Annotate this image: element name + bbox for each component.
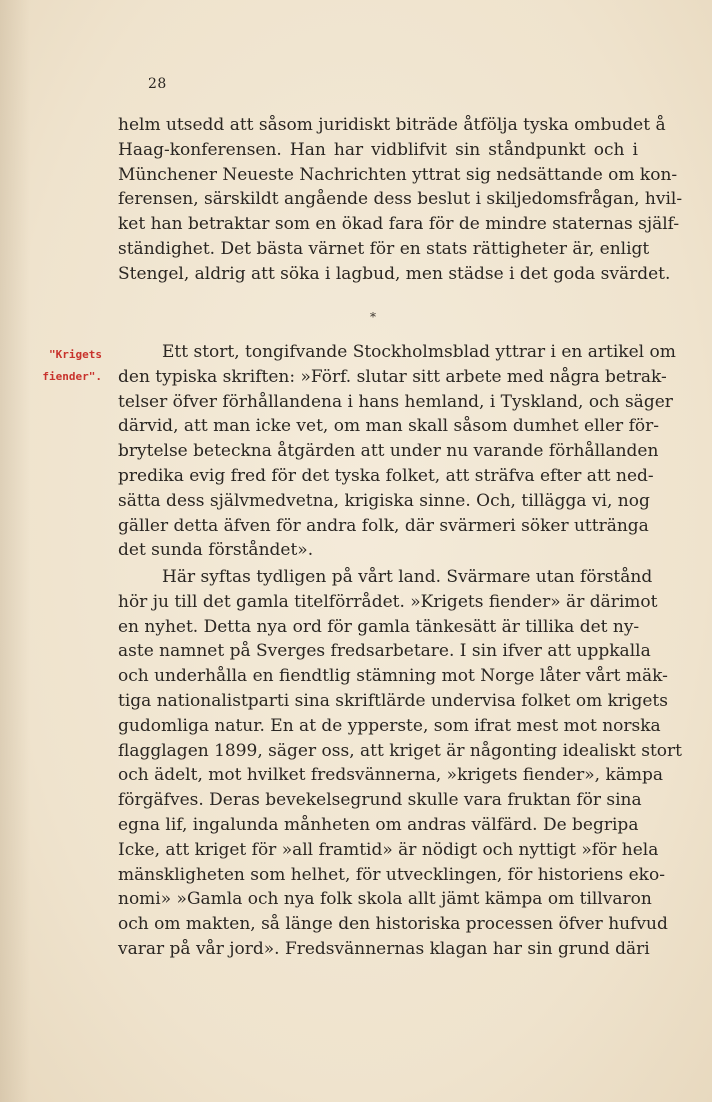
page-number: 28 xyxy=(148,76,167,92)
text-line: nomi» »Gamla och nya folk skola allt jämt kämpa om tillvaron xyxy=(118,889,652,910)
paragraph-1 xyxy=(118,113,683,287)
text-line: Haag-konferensen. Han har vidblifvit sin ståndpunkt och i xyxy=(118,139,638,160)
paragraph-2 xyxy=(118,340,676,563)
text-line: och underhålla en fiendtlig stämning mot Norge låter vårt mäk- xyxy=(118,666,668,687)
text-line: ket han betraktar som en ökad fara för de mindre staternas själf- xyxy=(118,214,680,235)
page-fold-shadow xyxy=(0,0,30,1102)
margin-note xyxy=(30,344,102,388)
text-line: ferensen, särskildt angående dess beslut i skiljedomsfrågan, hvil- xyxy=(118,189,683,210)
text-line: Ett stort, tongifvande Stockholmsblad yttrar i en artikel om xyxy=(162,342,676,362)
text-line: mänskligheten som helhet, för utvecklingen, för historiens eko- xyxy=(118,864,665,885)
text-line: hör ju till det gamla titelförrådet. »Krigets fiender» är därimot xyxy=(118,591,658,612)
text-line: ständighet. Det bästa värnet för en stats rättigheter är, enligt xyxy=(118,238,650,259)
section-separator: * xyxy=(370,310,376,324)
margin-note-line: "Krigets xyxy=(49,348,102,361)
text-line: varar på vår jord». Fredsvännernas klagan har sin grund däri xyxy=(118,938,650,959)
text-line: den typiska skriften: »Förf. slutar sitt arbete med några betrak- xyxy=(118,366,667,387)
text-line: flagglagen 1899, säger oss, att kriget är någonting idealiskt stort xyxy=(118,740,682,761)
text-line: och om makten, så länge den historiska processen öfver hufvud xyxy=(118,914,668,935)
text-line: brytelse beteckna åtgärden att under nu varande förhållanden xyxy=(118,441,659,462)
text-line: aste namnet på Sverges fredsarbetare. I sin ifver att uppkalla xyxy=(118,641,651,662)
text-line: Münchener Neueste Nachrichten yttrat sig nedsättande om kon- xyxy=(118,164,678,185)
text-line: predika evig fred för det tyska folket, att sträfva efter att ned- xyxy=(118,465,654,486)
text-line: gäller detta äfven för andra folk, där svärmeri söker uttränga xyxy=(118,515,649,536)
text-line: en nyhet. Detta nya ord för gamla tänkesätt är tillika det ny- xyxy=(118,616,640,637)
margin-note-line: fiender". xyxy=(42,370,102,383)
paragraph-3 xyxy=(118,565,682,962)
text-line: gudomliga natur. En at de ypperste, som ifrat mest mot norska xyxy=(118,715,661,736)
text-line: Stengel, aldrig att söka i lagbud, men städse i det goda svärdet. xyxy=(118,263,671,284)
text-line: telser öfver förhållandena i hans hemland, i Tyskland, och säger xyxy=(118,391,673,412)
text-line: det sunda förståndet». xyxy=(118,540,314,561)
text-line: Icke, att kriget för »all framtid» är nödigt och nyttigt »för hela xyxy=(118,839,659,860)
text-line: och ädelt, mot hvilket fredsvännerna, »krigets fiender», kämpa xyxy=(118,765,664,786)
text-line: därvid, att man icke vet, om man skall såsom dumhet eller för- xyxy=(118,416,659,437)
text-line: tiga nationalistparti sina skriftlärde undervisa folket om krigets xyxy=(118,690,668,711)
text-line: Här syftas tydligen på vårt land. Svärmare utan förstånd xyxy=(162,567,653,587)
text-line: egna lif, ingalunda månheten om andras välfärd. De begripa xyxy=(118,814,639,835)
text-line: förgäfves. Deras bevekelsegrund skulle vara fruktan för sina xyxy=(118,790,642,811)
text-line: sätta dess självmedvetna, krigiska sinne. Och, tillägga vi, nog xyxy=(118,490,650,511)
text-line: helm utsedd att såsom juridiskt biträde åtfölja tyska ombudet å xyxy=(118,115,666,135)
